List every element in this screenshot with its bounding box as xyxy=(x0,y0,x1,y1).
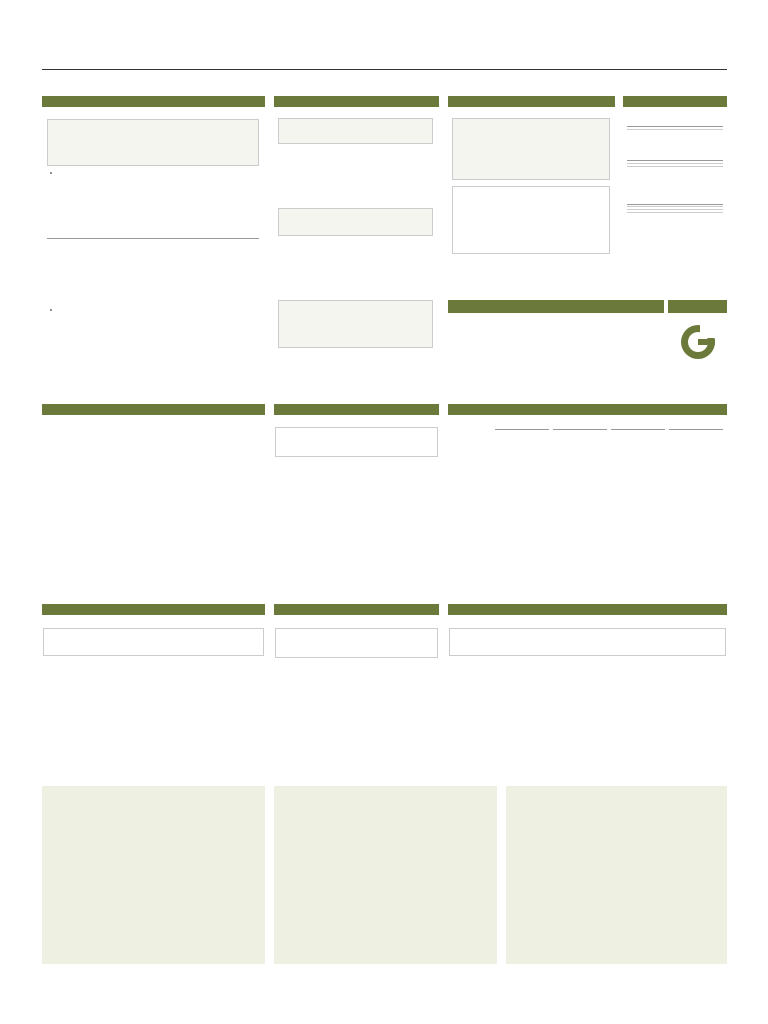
cobre-chart xyxy=(506,786,727,964)
uit-value xyxy=(627,127,723,130)
box-title: * xyxy=(50,309,52,315)
tasa-legal-box xyxy=(278,244,433,286)
group-header xyxy=(553,429,607,430)
corporativos-panel xyxy=(448,300,664,390)
com3-header xyxy=(449,628,726,656)
microempresa-box xyxy=(278,300,433,348)
panel-subtitle xyxy=(42,615,265,621)
commodities-londres-panel xyxy=(42,604,265,768)
riesgo-panel xyxy=(274,404,439,590)
rmv-value xyxy=(627,164,723,167)
masinfo-panel xyxy=(668,300,727,390)
panel-title xyxy=(274,604,439,615)
cot-header xyxy=(102,432,130,439)
deposito-box xyxy=(47,308,259,352)
col-header xyxy=(132,634,172,641)
panel-title xyxy=(274,404,439,415)
panel-title xyxy=(448,604,727,615)
panel-title xyxy=(668,300,727,313)
panel-title xyxy=(623,96,727,107)
panel-title xyxy=(448,404,727,415)
panel-title xyxy=(448,96,615,107)
box-title xyxy=(48,120,258,122)
group-header xyxy=(611,429,665,430)
bono-ny-box xyxy=(452,118,610,180)
panel-subtitle xyxy=(274,415,439,421)
group-header xyxy=(669,429,723,430)
indicadores-panel xyxy=(623,96,727,288)
page-header xyxy=(42,58,727,70)
fsd-value xyxy=(627,210,723,213)
box-title xyxy=(278,244,433,246)
uit-block xyxy=(627,126,723,130)
panel-subtitle xyxy=(42,415,265,421)
monetarios-box xyxy=(452,186,610,254)
group-header xyxy=(495,429,549,430)
box-title: * xyxy=(50,172,52,178)
plata-chart xyxy=(274,786,497,964)
oro-chart xyxy=(42,786,265,964)
dolar-panel xyxy=(448,404,727,590)
com2-header xyxy=(275,628,438,658)
riesgo-header xyxy=(275,427,438,457)
panel-subtitle xyxy=(448,107,615,113)
interbancaria-box xyxy=(278,182,433,198)
internacionales-panel xyxy=(448,96,615,288)
fsd-block xyxy=(627,204,723,213)
deuda-panel xyxy=(42,404,265,590)
tasa-mercado-box xyxy=(47,119,259,166)
panel-title xyxy=(448,300,664,313)
panel-title xyxy=(42,96,265,107)
box-title xyxy=(47,236,259,239)
col-header xyxy=(336,634,364,641)
panel-subtitle xyxy=(274,615,439,621)
box-title xyxy=(279,301,432,303)
panel-title xyxy=(42,604,265,615)
rmv-block xyxy=(627,160,723,167)
commodities-productos-panel xyxy=(448,604,727,768)
tamex-box xyxy=(278,154,433,171)
down-arrow-icon xyxy=(614,330,660,380)
panel-subtitle xyxy=(42,107,265,113)
panel-subtitle xyxy=(448,615,727,621)
gestion-logo-icon xyxy=(678,318,718,370)
box-title xyxy=(279,209,432,211)
commodities-ny-panel xyxy=(274,604,439,768)
panel-subtitle xyxy=(274,107,439,113)
panel-subtitle xyxy=(448,415,727,421)
financieras-box xyxy=(47,236,259,266)
tasa-activa-box xyxy=(278,118,433,144)
segmento-box xyxy=(47,171,259,239)
dolar-header xyxy=(449,428,726,448)
panel-title xyxy=(42,404,265,415)
box-title xyxy=(279,119,432,121)
up-arrow-icon xyxy=(510,330,556,380)
tasa-pasiva-box xyxy=(278,208,433,236)
peru-tasas2-panel xyxy=(274,96,439,398)
deuda-header xyxy=(44,430,262,460)
panel-subtitle xyxy=(623,107,727,113)
panel-title xyxy=(274,96,439,107)
com1-header xyxy=(43,628,264,656)
col-header xyxy=(536,634,570,641)
peru-tasas-panel xyxy=(42,96,265,398)
